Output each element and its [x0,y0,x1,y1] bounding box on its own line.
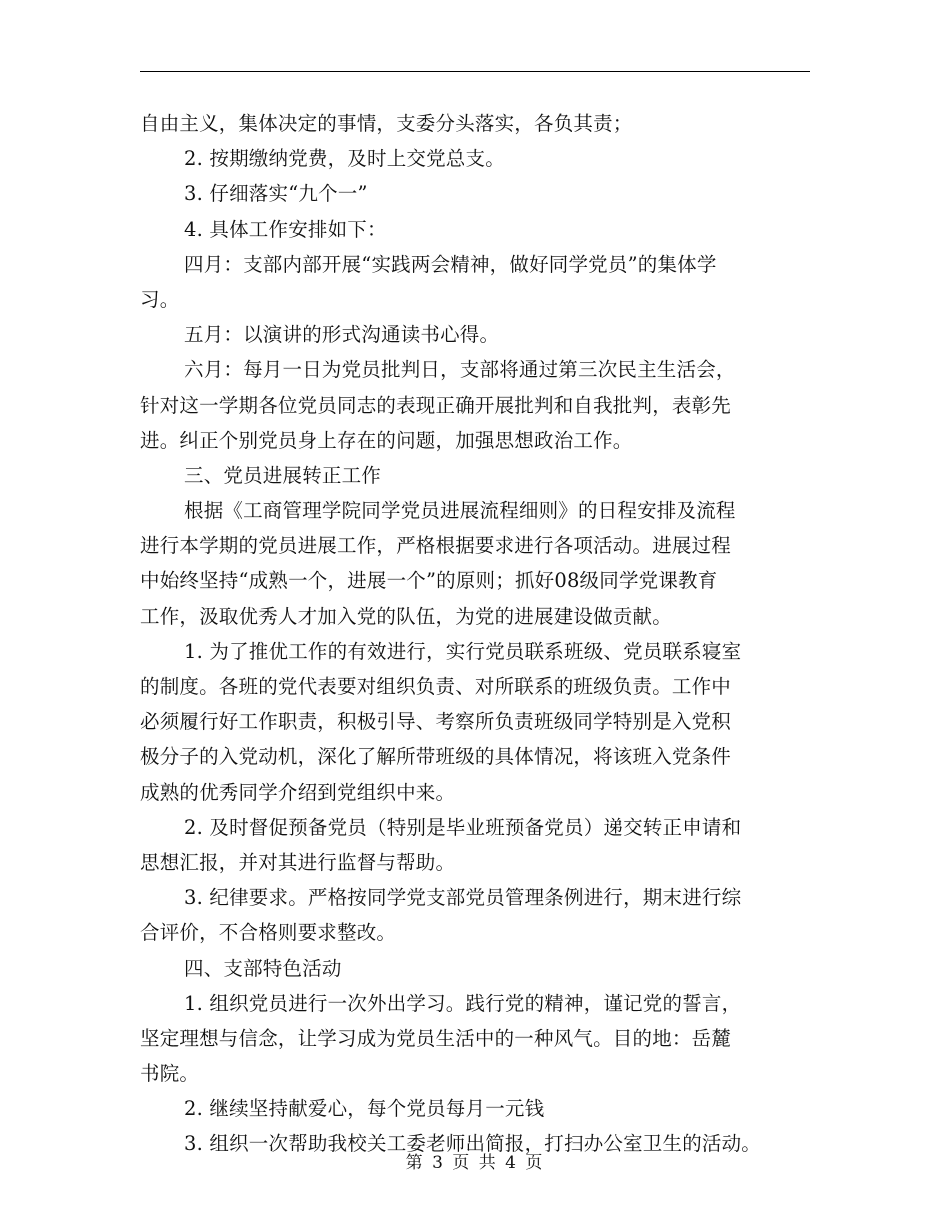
text-line: 极分子的入党动机，深化了解所带班级的具体情况，将该班入党条件 [140,745,732,769]
text-line: 习。 [140,287,180,311]
text-line: 3. 组织一次帮助我校关工委老师出简报，打扫办公室卫生的活动。 [184,1132,762,1156]
text-line: 三、党员进展转正工作 [184,463,382,487]
text-line: 五月：以演讲的形式沟通读书心得。 [184,323,500,347]
text-line: 的制度。各班的党代表要对组织负责、对所联系的班级负责。工作中 [140,675,732,698]
text-line: 合评价，不合格则要求整改。 [140,921,397,945]
text-line: 进行本学期的党员进展工作，严格根据要求进行各项活动。进展过程 [140,534,732,558]
text-line: 针对这一学期各位党员同志的表现正确开展批判和自我批判，表彰先 [140,393,732,417]
text-line: 四月：支部内部开展“实践两会精神，做好同学党员”的集体学 [184,252,717,276]
text-line: 工作，汲取优秀人才加入党的队伍，为党的进展建设做贡献。 [140,604,672,628]
text-line: 1. 为了推优工作的有效进行，实行党员联系班级、党员联系寝室 [184,639,742,663]
text-line: 思想汇报，并对其进行监督与帮助。 [140,850,456,874]
text-line: 进。纠正个别党员身上存在的问题，加强思想政治工作。 [140,428,633,452]
text-line: 六月：每月一日为党员批判日，支部将通过第三次民主生活会， [184,358,736,382]
text-line: 四、支部特色活动 [184,956,342,980]
body-text [140,106,830,1162]
text-line: 4. 具体工作安排如下： [184,217,387,241]
text-line: 书院。 [140,1062,200,1086]
header-rule [140,71,810,72]
text-line: 中始终坚持“成熟一个，进展一个”的原则；抓好08级同学党课教育 [140,569,718,593]
text-line: 3. 纪律要求。严格按同学党支部党员管理条例进行，期末进行综 [184,886,742,910]
text-line: 1. 组织党员进行一次外出学习。践行党的精神，谨记党的誓言， [184,991,742,1015]
text-line: 成熟的优秀同学介绍到党组织中来。 [140,780,456,804]
text-line: 坚定理想与信念，让学习成为党员生活中的一种风气。目的地：岳麓 [140,1026,732,1050]
text-line: 3. 仔细落实“九个一” [184,182,368,206]
page-footer: 第 3 页 共 4 页 [405,1153,545,1173]
text-line: 自由主义，集体决定的事情，支委分头落实，各负其责； [140,112,633,135]
text-line: 2. 继续坚持献爱心，每个党员每月一元钱 [184,1097,545,1121]
text-line: 根据《工商管理学院同学党员进展流程细则》的日程安排及流程 [184,499,736,523]
text-line: 2. 按期缴纳党费，及时上交党总支。 [184,147,505,171]
text-line: 2. 及时督促预备党员（特别是毕业班预备党员）递交转正申请和 [184,815,742,839]
text-line: 必须履行好工作职责，积极引导、考察所负责班级同学特别是入党积 [140,710,732,734]
